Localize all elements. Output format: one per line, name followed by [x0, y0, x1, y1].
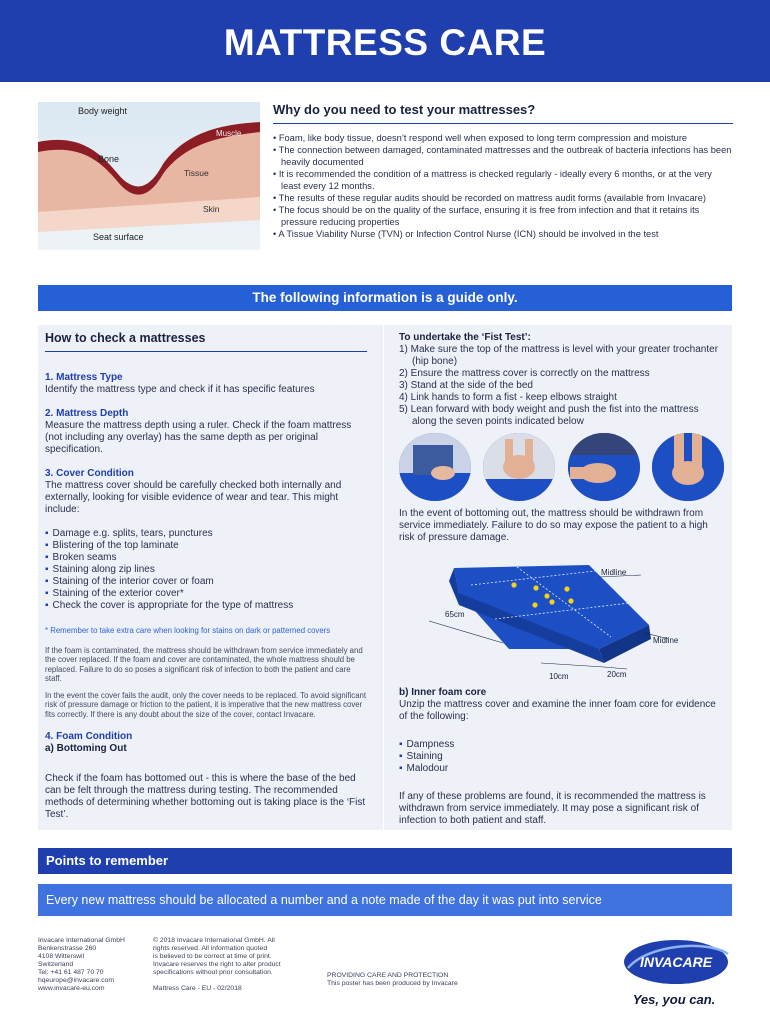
- list-item: ▪ Malodour: [399, 763, 725, 775]
- dimension-20cm: 20cm: [607, 670, 627, 679]
- bottoming-out-title: a) Bottoming Out: [45, 743, 127, 754]
- column-divider: [383, 325, 384, 830]
- fist-test-steps: [399, 344, 725, 428]
- logo-wordmark: INVACARE: [639, 954, 713, 970]
- cover-condition-text: The mattress cover should be carefully checked both internally and externally, looking for visible evidence of wear and tear. This might include:: [45, 480, 342, 515]
- dimension-65cm: 65cm: [445, 610, 465, 619]
- address-line: Tel: +41 61 487 70 70: [38, 969, 104, 976]
- logo-slogan: Yes, you can.: [632, 992, 716, 1007]
- page-title: MATTRESS CARE: [223, 22, 547, 63]
- bottoming-out-text: Check if the foam has bottomed out - this is where the base of the bed can be felt through the mattress during testing. The recommended methods of determining whether bottoming out is taking place is the ‘Fist Test’.: [45, 773, 366, 820]
- fist-step: 4) Link hands to form a fist - keep elbows straight: [399, 392, 617, 403]
- midline-right-label: Midline: [653, 636, 679, 645]
- bottoming-out-warning: In the event of bottoming out, the mattress should be withdrawn from service immediately. Failure to do so may expose the patient to a high risk of pressure damage.: [399, 508, 708, 543]
- label-body-weight: Body weight: [78, 106, 128, 116]
- why-item: • The focus should be on the quality of the surface, ensuring it is free from infection and that it retains its pressure reducing properties: [273, 205, 700, 227]
- fist-step: 2) Ensure the mattress cover is correctly on the mattress: [399, 368, 650, 379]
- address-line: Benkenstrasse 260: [38, 945, 97, 952]
- list-item: ▪ Broken seams: [45, 552, 367, 564]
- rights-line: Invacare reserves the right to alter product: [153, 961, 281, 968]
- mattress-points-diagram: [399, 563, 725, 681]
- fist-test-photos: [399, 433, 725, 501]
- tagline-line-2: This poster has been produced by Invacare: [327, 980, 458, 987]
- fist-test-photo: [483, 433, 555, 501]
- label-muscle: Muscle: [216, 129, 242, 138]
- cover-replacement-paragraph: In the event the cover fails the audit, only the cover needs to be replaced. To avoid significant risk of pressure damage or friction to the patient, it is imperative that the new mattress cover fits correctly. If there is any doubt about the size of the cover, contact Invacare.: [45, 690, 367, 719]
- why-test-list: [273, 132, 733, 240]
- list-item: ▪ Dampness: [399, 739, 725, 751]
- address-line: hqeurope@invacare.com: [38, 977, 115, 984]
- address-line: www.invacare-eu.com: [38, 985, 105, 992]
- foam-condition-title: 4. Foam Condition: [45, 731, 133, 742]
- dimension-10cm: 10cm: [549, 672, 569, 681]
- rights-line: specifications without prior consultation.: [153, 969, 273, 976]
- cover-footnote: * Remember to take extra care when looking for stains on dark or patterned covers: [45, 626, 331, 635]
- mattress-type-title: 1. Mattress Type: [45, 372, 123, 383]
- fist-step: 1) Make sure the top of the mattress is level with your greater trochanter (hip bone): [399, 344, 719, 367]
- fist-step: 5) Lean forward with body weight and push the fist into the mattress along the seven points indicated below: [399, 404, 699, 427]
- label-bone: Bone: [98, 154, 120, 164]
- fist-test-photo: [568, 433, 640, 501]
- document-reference: Mattress Care - EU - 02/2018: [153, 985, 242, 992]
- rights-line: is believed to be correct at time of print.: [153, 953, 272, 960]
- inner-foam-list: [399, 739, 725, 775]
- footer-address: [38, 937, 125, 993]
- mattress-illustration: [399, 563, 725, 681]
- mattress-depth-text: Measure the mattress depth using a ruler. Check if the foam mattress (not including any overlay) has the same depth as per original specification.: [45, 420, 352, 455]
- list-item: ▪ Staining of the exterior cover*: [45, 588, 367, 600]
- fist-test-photo: [652, 433, 724, 501]
- inner-foam-section: [399, 687, 725, 827]
- why-item: • The results of these regular audits should be recorded on mattress audit forms (available from Invacare): [273, 193, 707, 203]
- fist-step: 3) Stand at the side of the bed: [399, 380, 533, 391]
- why-test-section: [273, 102, 733, 240]
- pressure-diagram-image: [38, 102, 260, 250]
- label-seat-surface: Seat surface: [93, 232, 144, 242]
- inner-foam-warning: If any of these problems are found, it is recommended the mattress is withdrawn from service immediately. It may pose a significant risk of infection to both patient and staff.: [399, 791, 706, 826]
- tagline-line-1: PROVIDING CARE AND PROTECTION: [327, 972, 449, 979]
- fist-test-photo: [399, 433, 471, 501]
- points-to-remember-title: Points to remember: [38, 848, 732, 874]
- address-line: Invacare International GmbH: [38, 937, 125, 944]
- why-test-title: Why do you need to test your mattresses?: [273, 102, 733, 124]
- label-tissue: Tissue: [184, 168, 209, 178]
- list-item: ▪ Staining along zip lines: [45, 564, 367, 576]
- pressure-diagram-illustration: [38, 102, 260, 250]
- list-item: ▪ Blistering of the top laminate: [45, 540, 367, 552]
- footer-tagline: [327, 972, 458, 988]
- why-item: • It is recommended the condition of a mattress is checked regularly - ideally every 6 months, or at the very least every 12 months.: [273, 169, 712, 191]
- list-item: ▪ Damage e.g. splits, tears, punctures: [45, 528, 367, 540]
- midline-top-label: Midline: [601, 568, 627, 577]
- inner-foam-text: Unzip the mattress cover and examine the inner foam core for evidence of the following:: [399, 699, 716, 722]
- how-to-check-title: How to check a mattresses: [45, 332, 367, 352]
- address-line: 4108 Witterswil: [38, 953, 85, 960]
- why-item: • Foam, like body tissue, doesn’t respond well when exposed to long term compression and moisture: [273, 133, 688, 143]
- list-item: ▪ Staining of the interior cover or foam: [45, 576, 367, 588]
- guide-banner: The following information is a guide only.: [38, 285, 732, 311]
- list-item: ▪ Check the cover is appropriate for the type of mattress: [45, 600, 367, 612]
- cover-condition-title: 3. Cover Condition: [45, 468, 134, 479]
- page-header: [0, 0, 770, 82]
- contamination-paragraph: If the foam is contaminated, the mattress should be withdrawn from service immediately and the cover replaced. If the foam and cover are contaminated, the whole mattress should be replaced. Failure to do so poses a significant risk of infection to both the patient and care staff.: [45, 645, 363, 683]
- list-item: ▪ Staining: [399, 751, 725, 763]
- footer-rights: [153, 937, 281, 993]
- points-to-remember-text: Every new mattress should be allocated a number and a note made of the day it was put into service: [38, 884, 732, 916]
- how-to-check-column: [45, 332, 367, 821]
- mattress-depth-title: 2. Mattress Depth: [45, 408, 129, 419]
- rights-line: © 2018 Invacare International GmbH. All: [153, 937, 275, 944]
- invacare-logo: [618, 934, 730, 1010]
- rights-line: rights reserved. All information quoted: [153, 945, 268, 952]
- address-line: Switzerland: [38, 961, 74, 968]
- why-item: • A Tissue Viability Nurse (TVN) or Infection Control Nurse (ICN) should be involved in the test: [273, 229, 659, 239]
- why-item: • The connection between damaged, contaminated mattresses and the outbreak of bacteria infections has been heavily documented: [273, 145, 732, 167]
- cover-condition-list: [45, 528, 367, 612]
- inner-foam-title: b) Inner foam core: [399, 687, 487, 698]
- label-skin: Skin: [203, 204, 220, 214]
- fist-test-column: [399, 332, 725, 428]
- fist-test-title: To undertake the ‘Fist Test’:: [399, 332, 531, 343]
- mattress-type-text: Identify the mattress type and check if it has specific features: [45, 384, 315, 395]
